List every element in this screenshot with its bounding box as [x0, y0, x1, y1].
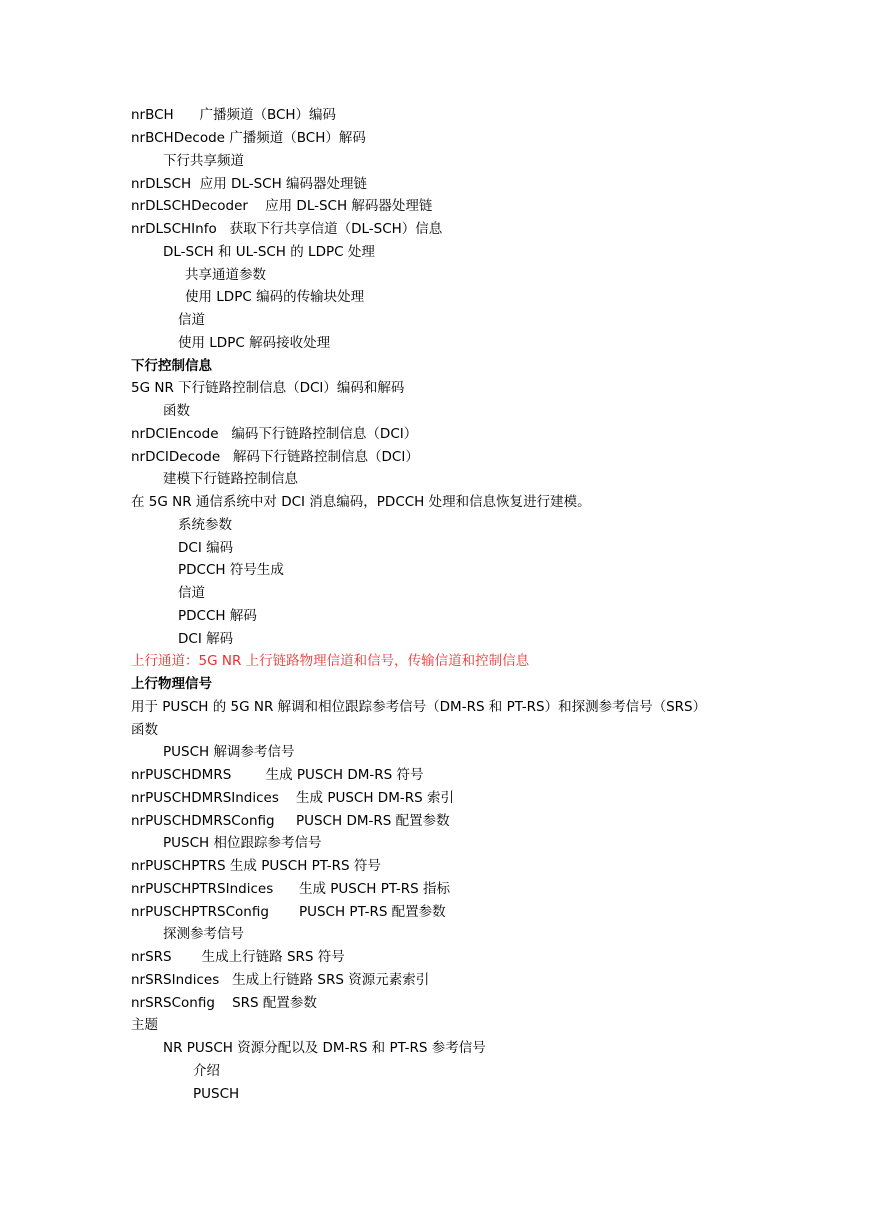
- text-line: nrPUSCHPTRS 生成 PUSCH PT-RS 符号: [131, 858, 381, 874]
- text-line: 在 5G NR 通信系统中对 DCI 消息编码，PDCCH 处理和信息恢复进行建模。: [131, 494, 591, 510]
- text-line: nrBCHDecode 广播频道（BCH）解码: [131, 130, 366, 146]
- text-line: 信道: [178, 585, 205, 601]
- text-line: nrPUSCHDMRS 生成 PUSCH DM-RS 符号: [131, 767, 424, 783]
- text-line: 共享通道参数: [185, 267, 266, 283]
- text-line: DCI 解码: [178, 631, 234, 647]
- text-line: nrPUSCHDMRSConfig PUSCH DM-RS 配置参数: [131, 813, 450, 829]
- text-line: nrDCIEncode 编码下行链路控制信息（DCI）: [131, 426, 418, 442]
- text-line: nrPUSCHDMRSIndices 生成 PUSCH DM-RS 索引: [131, 790, 454, 806]
- text-line: 探测参考信号: [163, 926, 244, 942]
- text-line: NR PUSCH 资源分配以及 DM-RS 和 PT-RS 参考信号: [163, 1040, 486, 1056]
- highlight-line: 上行通道：5G NR 上行链路物理信道和信号，传输信道和控制信息: [131, 653, 530, 669]
- text-line: nrSRSIndices 生成上行链路 SRS 资源元素索引: [131, 972, 430, 988]
- text-line: nrBCH 广播频道（BCH）编码: [131, 107, 337, 123]
- text-line: 主题: [131, 1017, 158, 1033]
- text-line: PUSCH 解调参考信号: [163, 744, 295, 760]
- text-line: 介绍: [193, 1063, 220, 1079]
- text-line: 5G NR 下行链路控制信息（DCI）编码和解码: [131, 380, 405, 396]
- text-line: PDCCH 符号生成: [178, 562, 284, 578]
- text-line: nrDCIDecode 解码下行链路控制信息（DCI）: [131, 449, 419, 465]
- text-line: DCI 编码: [178, 540, 234, 556]
- text-line: PUSCH 相位跟踪参考信号: [163, 835, 322, 851]
- text-line: nrDLSCH 应用 DL-SCH 编码器处理链: [131, 176, 368, 192]
- text-line: PUSCH: [193, 1086, 240, 1102]
- text-line: nrSRS 生成上行链路 SRS 符号: [131, 949, 345, 965]
- text-line: 系统参数: [178, 517, 232, 533]
- text-line: 建模下行链路控制信息: [163, 471, 298, 487]
- text-line: 用于 PUSCH 的 5G NR 解调和相位跟踪参考信号（DM-RS 和 PT-RS）和探测参考信号（SRS）: [131, 699, 707, 715]
- text-line: nrSRSConfig SRS 配置参数: [131, 995, 317, 1011]
- text-line: 函数: [131, 722, 158, 738]
- text-line: 信道: [178, 312, 205, 328]
- text-line: nrDLSCHInfo 获取下行共享信道（DL-SCH）信息: [131, 221, 443, 237]
- text-line: DL-SCH 和 UL-SCH 的 LDPC 处理: [163, 244, 375, 260]
- text-line: 使用 LDPC 编码的传输块处理: [185, 289, 365, 305]
- text-line: nrPUSCHPTRSConfig PUSCH PT-RS 配置参数: [131, 904, 446, 920]
- text-line: PDCCH 解码: [178, 608, 257, 624]
- text-line: 下行共享频道: [163, 153, 244, 169]
- text-line: nrDLSCHDecoder 应用 DL-SCH 解码器处理链: [131, 198, 433, 214]
- text-line: nrPUSCHPTRSIndices 生成 PUSCH PT-RS 指标: [131, 881, 450, 897]
- section-heading: 上行物理信号: [131, 676, 212, 692]
- text-line: 使用 LDPC 解码接收处理: [178, 335, 331, 351]
- section-heading: 下行控制信息: [131, 358, 212, 374]
- text-line: 函数: [163, 403, 190, 419]
